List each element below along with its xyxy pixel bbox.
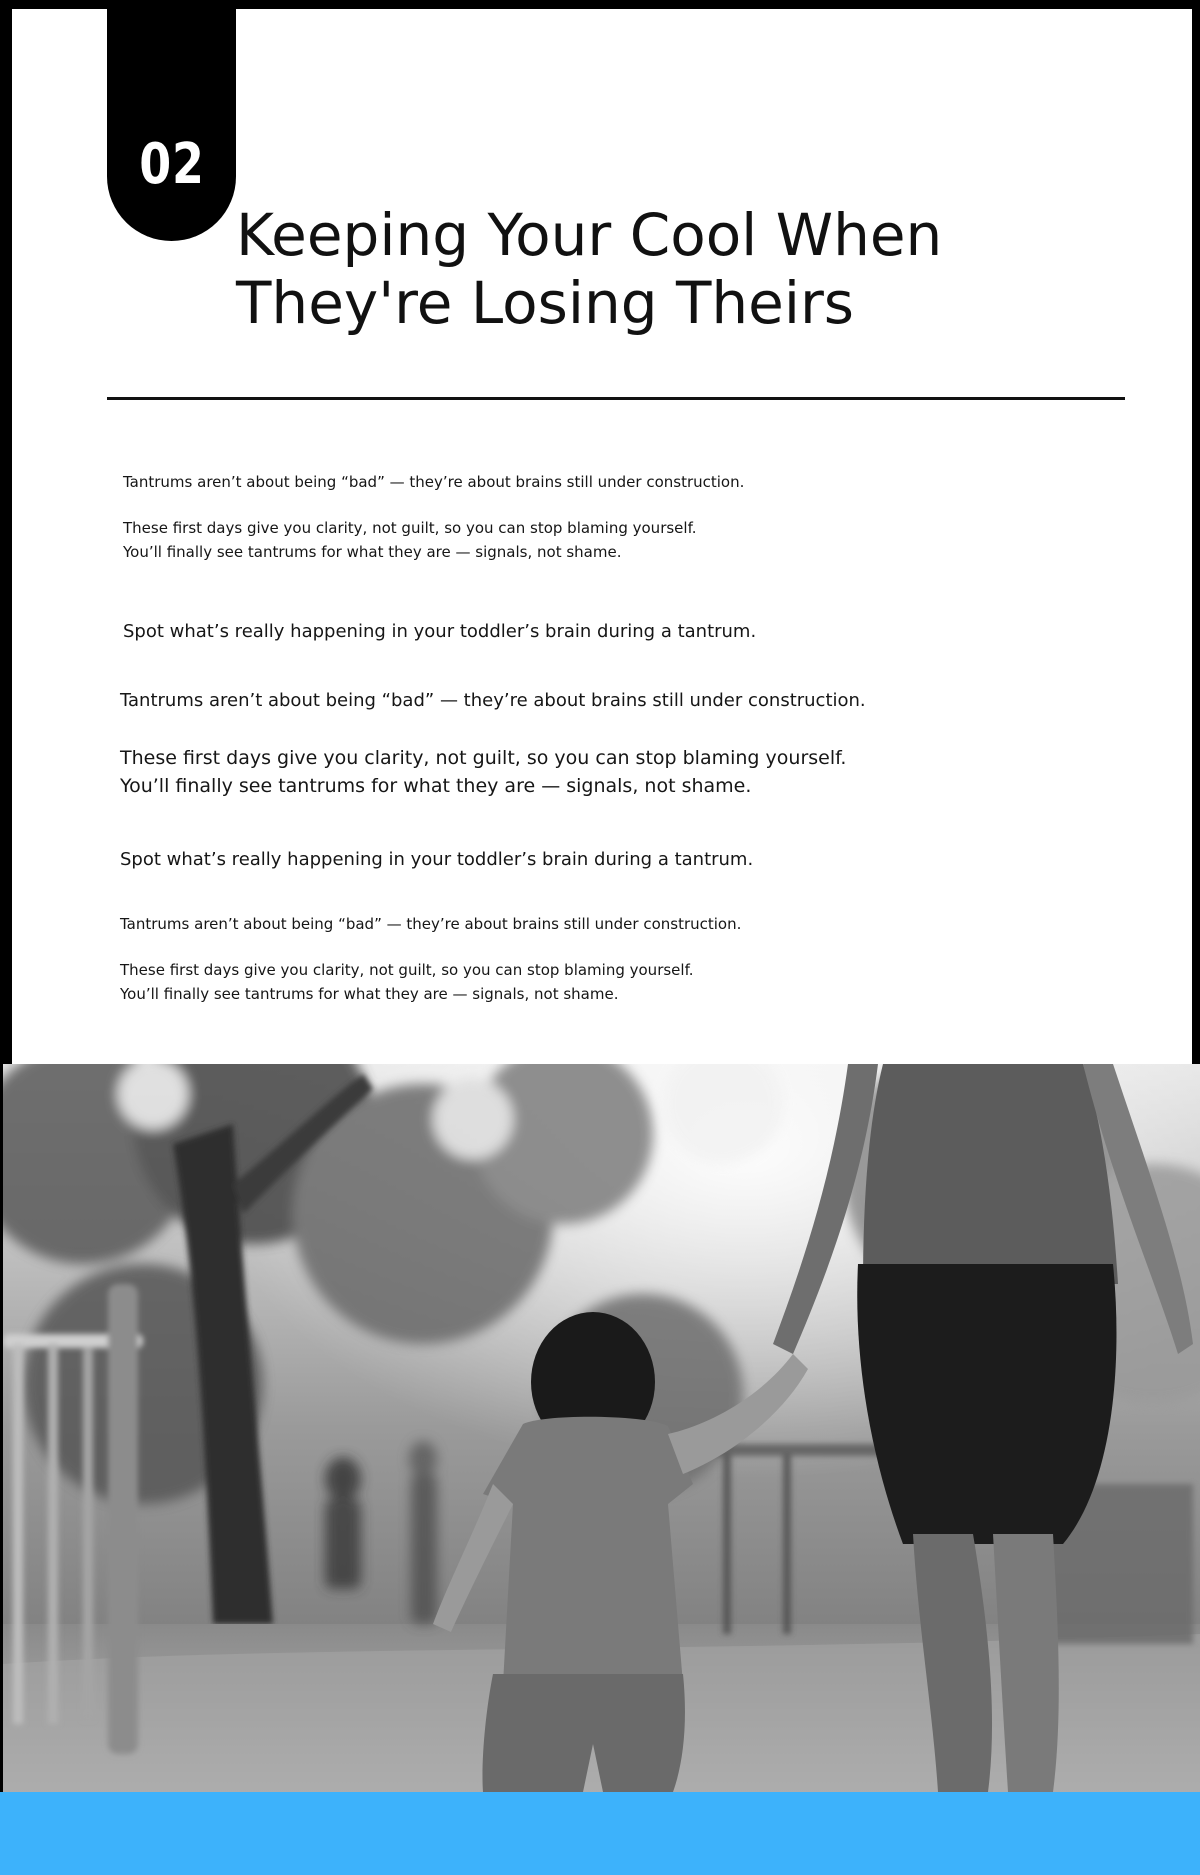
- body-paragraph-2: [120, 744, 846, 800]
- park-photo: [3, 1064, 1200, 1792]
- title-divider: [107, 397, 1125, 400]
- intro-text-1: Tantrums aren’t about being “bad” — they’re about brains still under construction.: [123, 473, 745, 491]
- intro-text-3: Tantrums aren’t about being “bad” — they’re about brains still under construction.: [120, 915, 742, 933]
- section-heading-2: Spot what’s really happening in your toddler’s brain during a tantrum.: [120, 849, 754, 870]
- chapter-number: 02: [138, 132, 205, 197]
- section-heading-1: Spot what’s really happening in your toddler’s brain during a tantrum.: [123, 621, 757, 642]
- body-line: You’ll finally see tantrums for what they are — signals, not shame.: [123, 543, 622, 561]
- title-line-1: Keeping Your Cool When: [236, 201, 943, 269]
- page-title: [236, 201, 1136, 337]
- body-line: You’ll finally see tantrums for what they are — signals, not shame.: [120, 985, 619, 1003]
- body-line: These first days give you clarity, not guilt, so you can stop blaming yourself.: [120, 747, 847, 769]
- content-page: [12, 9, 1192, 1064]
- body-line: You’ll finally see tantrums for what they are — signals, not shame.: [120, 775, 752, 797]
- body-paragraph-1: [123, 516, 697, 564]
- body-line: These first days give you clarity, not guilt, so you can stop blaming yourself.: [123, 519, 697, 537]
- title-line-2: They're Losing Theirs: [236, 269, 855, 337]
- body-line: These first days give you clarity, not guilt, so you can stop blaming yourself.: [120, 961, 694, 979]
- chapter-badge: [107, 9, 236, 241]
- intro-text-2: Tantrums aren’t about being “bad” — they’re about brains still under construction.: [120, 690, 866, 711]
- bottom-bar: [0, 1792, 1200, 1875]
- body-paragraph-3: [120, 958, 694, 1006]
